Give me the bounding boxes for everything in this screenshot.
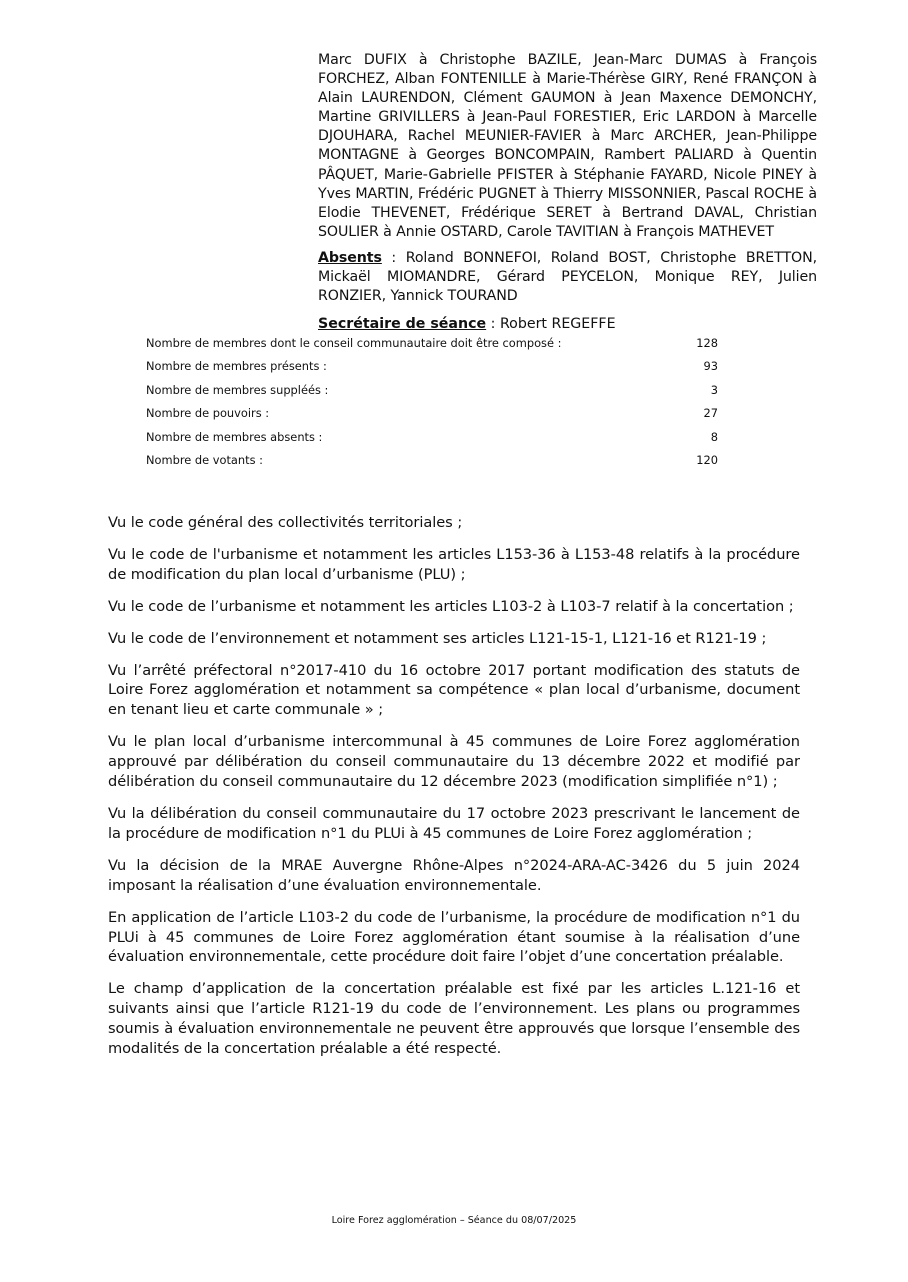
stat-label: Nombre de votants : xyxy=(146,452,263,467)
secretaire-line xyxy=(318,315,817,334)
stat-label: Nombre de pouvoirs : xyxy=(146,406,270,421)
stat-row xyxy=(146,429,718,452)
stat-value: 120 xyxy=(696,452,718,467)
stat-value: 3 xyxy=(710,382,718,397)
stat-row xyxy=(146,358,718,381)
paragraph-vu-urbanisme-modification: Vu le code de l'urbanisme et notamment les articles L153-36 à L153-48 relatifs à la procédure de modification du plan local d’urbanisme (PLU) ; xyxy=(108,545,800,583)
paragraph-vu-urbanisme-concertation: Vu le code de l’urbanisme et notamment les articles L103-2 à L103-7 relatif à la concertation ; xyxy=(108,597,794,615)
stat-label: Nombre de membres présents : xyxy=(146,359,327,374)
stat-label: Nombre de membres absents : xyxy=(146,429,323,444)
secretaire-label: Secrétaire de séance xyxy=(318,316,487,332)
proxies-paragraph: Marc DUFIX à Christophe BAZILE, Jean-Marc DUMAS à François FORCHEZ, Alban FONTENILLE à Marie-Thérèse GIRY, René FRANÇON à Alain LAURENDON, Clément GAUMON à Jean Maxence DEMONCHY, Martine GRIVILLERS à Jean-Paul FORESTIER, Eric LARDON à Marcelle DJOUHARA, Rachel MEUNIER-FAVIER à Marc ARCHER, Jean-Philippe MONTAGNE à Georges BONCOMPAIN, Rambert PALIARD à Quentin PÂQUET, Marie-Gabrielle PFISTER à Stéphanie FAYARD, Nicole PINEY à Yves MARTIN, Frédéric PUGNET à Thierry MISSONNIER, Pascal ROCHE à Elodie THEVENET, Frédérique SERET à Bertrand DAVAL, Christian SOULIER à Annie OSTARD, Carole TAVITIAN à François MATHEVET xyxy=(318,52,817,240)
paragraph-vu-arrete-prefectoral: Vu l’arrêté préfectoral n°2017-410 du 16 octobre 2017 portant modification des statuts de Loire Forez agglomération et notamment sa compétence « plan local d’urbanisme, document en tenant lieu et carte communale » ; xyxy=(108,661,800,719)
member-count-table xyxy=(146,335,718,475)
absents-paragraph xyxy=(318,249,817,306)
paragraph-application-l103-2: En application de l’article L103-2 du code de l’urbanisme, la procédure de modification n°1 du PLUi à 45 communes de Loire Forez agglomération étant soumise à la réalisation d’une évaluation environnementale, cette procédure doit faire l’objet d’une concertation préalable. xyxy=(108,908,800,966)
paragraph-vu-mrae: Vu la décision de la MRAE Auvergne Rhône-Alpes n°2024-ARA-AC-3426 du 5 juin 2024 imposant la réalisation d’une évaluation environnementale. xyxy=(108,856,800,894)
stat-row xyxy=(146,382,718,405)
stat-value: 8 xyxy=(710,429,718,444)
deliberation-body xyxy=(108,513,800,1071)
paragraph-vu-environnement: Vu le code de l’environnement et notamment ses articles L121-15-1, L121-16 et R121-19 ; xyxy=(108,629,767,647)
secretaire-name: : Robert REGEFFE xyxy=(486,316,616,332)
stat-label: Nombre de membres suppléés : xyxy=(146,382,329,397)
paragraph-vu-plui: Vu le plan local d’urbanisme intercommunal à 45 communes de Loire Forez agglomération approuvé par délibération du conseil communautaire du 13 décembre 2022 et modifié par délibération du conseil communautaire du 12 décembre 2023 (modification simplifiée n°1) ; xyxy=(108,733,800,791)
stat-row xyxy=(146,335,718,358)
stat-value: 27 xyxy=(703,406,718,421)
stat-value: 128 xyxy=(696,336,718,350)
paragraph-vu-deliberation: Vu la délibération du conseil communautaire du 17 octobre 2023 prescrivant le lancement de la procédure de modification n°1 du PLUi à 45 communes de Loire Forez agglomération ; xyxy=(108,804,800,842)
page-footer: Loire Forez agglomération – Séance du 08/07/2025 xyxy=(331,1215,577,1226)
stat-row xyxy=(146,405,718,428)
stat-label: Nombre de membres dont le conseil communautaire doit être composé : xyxy=(146,336,562,350)
stat-value: 93 xyxy=(703,359,718,374)
paragraph-champ-application: Le champ d’application de la concertation préalable est fixé par les articles L.121-16 et suivants ainsi que l’article R121-19 du code de l’environnement. Les plans ou programmes soumis à évaluation environnementale ne peuvent être approuvés que lorsque l’ensemble des modalités de la concertation préalable a été respecté. xyxy=(108,980,800,1058)
paragraph-vu-cgct: Vu le code général des collectivités territoriales ; xyxy=(108,514,463,531)
absents-label: Absents xyxy=(318,250,382,266)
absents-list: : Roland BONNEFOI, Roland BOST, Christophe BRETTON, Mickaël MIOMANDRE, Gérard PEYCELON, Monique REY, Julien RONZIER, Yannick TOURAND xyxy=(318,250,817,305)
stat-row xyxy=(146,452,718,475)
